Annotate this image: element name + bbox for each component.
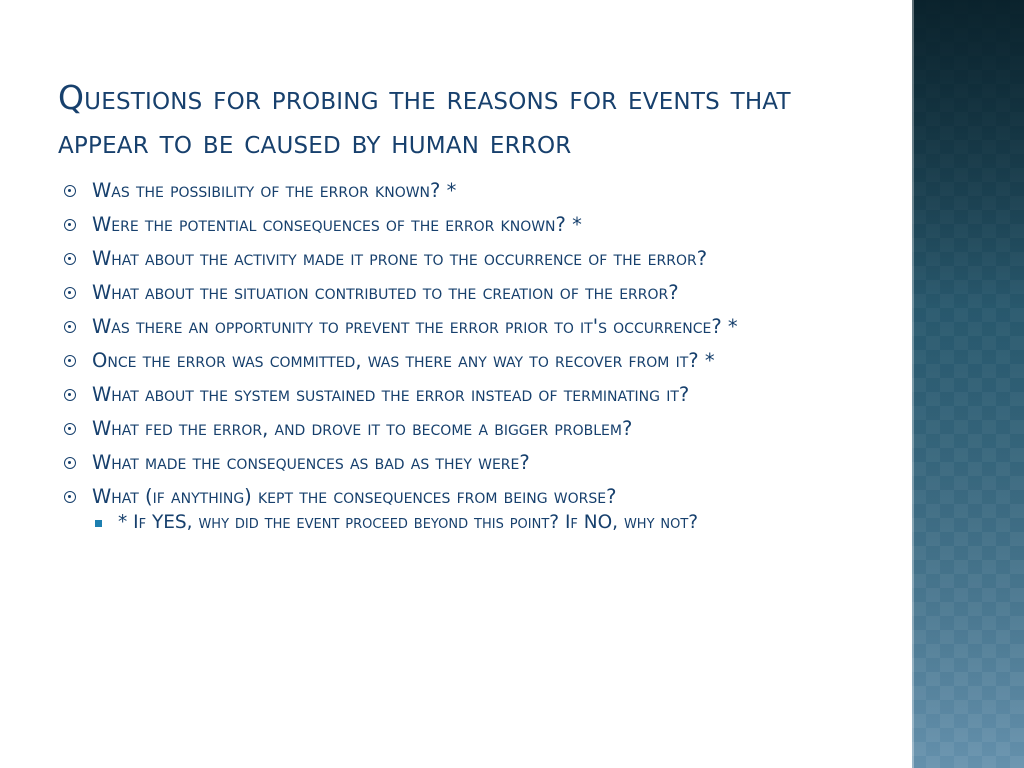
bullet-item <box>64 382 864 408</box>
bullet-item <box>64 450 864 476</box>
bullet-item <box>64 314 864 340</box>
bullet-text: What about the system sustained the error instead of terminating it? <box>92 383 690 406</box>
circled-dot-icon <box>64 321 76 333</box>
bullet-text: Were the potential consequences of the error known? * <box>92 213 582 236</box>
sub-bullet-text: * If YES, why did the event proceed beyond this point? If NO, why not? <box>118 512 699 533</box>
circled-dot-icon <box>64 457 76 469</box>
bullet-item <box>64 178 864 204</box>
bullet-item <box>64 246 864 272</box>
bullet-text: What about the activity made it prone to the occurrence of the error? <box>92 247 708 270</box>
sub-bullet-item <box>64 511 864 535</box>
bullet-text: What about the situation contributed to the creation of the error? <box>92 281 679 304</box>
bullet-item <box>64 280 864 306</box>
slide-title: Questions for probing the reasons for events that appear to be caused by human error <box>58 78 791 161</box>
circled-dot-icon <box>64 185 76 197</box>
bullet-text: What made the consequences as bad as they were? <box>92 451 530 474</box>
bullet-text: Once the error was committed, was there any way to recover from it? * <box>92 349 715 372</box>
decorative-side-panel <box>912 0 1024 768</box>
bullet-item <box>64 416 864 442</box>
bullet-item <box>64 484 864 510</box>
circled-dot-icon <box>64 219 76 231</box>
bullet-text: What fed the error, and drove it to become a bigger problem? <box>92 417 633 440</box>
bullet-text: Was there an opportunity to prevent the error prior to it's occurrence? * <box>92 315 738 338</box>
circled-dot-icon <box>64 389 76 401</box>
bullet-list <box>64 178 864 535</box>
bullet-item <box>64 348 864 374</box>
bullet-item <box>64 212 864 238</box>
bullet-text: Was the possibility of the error known? * <box>92 179 457 202</box>
circled-dot-icon <box>64 491 76 503</box>
circled-dot-icon <box>64 287 76 299</box>
bullet-text: What (if anything) kept the consequences from being worse? <box>92 485 617 508</box>
square-bullet-icon <box>95 520 102 527</box>
circled-dot-icon <box>64 423 76 435</box>
circled-dot-icon <box>64 253 76 265</box>
circled-dot-icon <box>64 355 76 367</box>
